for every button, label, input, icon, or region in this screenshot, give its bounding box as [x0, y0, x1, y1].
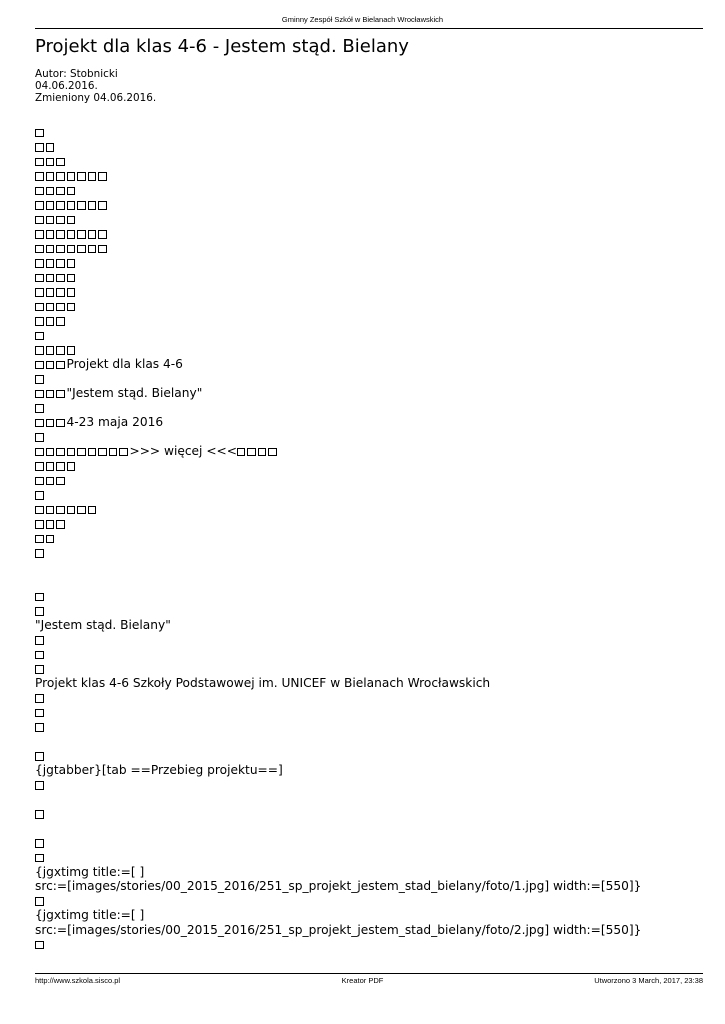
missing-glyph-box — [35, 172, 44, 181]
missing-glyph-box — [88, 245, 97, 254]
missing-glyph-box — [88, 448, 97, 457]
missing-glyph-box — [46, 259, 55, 268]
missing-glyph-box — [56, 462, 65, 471]
body-line — [35, 720, 715, 735]
missing-glyph-box — [35, 129, 44, 138]
missing-glyph-box — [35, 187, 44, 196]
missing-glyph-box — [35, 158, 44, 167]
body-line — [35, 270, 715, 285]
missing-glyph-box — [35, 390, 44, 399]
body-line — [35, 459, 715, 474]
body-line — [35, 517, 715, 532]
missing-glyph-box — [67, 448, 76, 457]
article-title: Projekt dla klas 4-6 - Jestem stąd. Bielany — [35, 36, 409, 57]
missing-glyph-box — [46, 158, 55, 167]
body-line — [35, 604, 715, 619]
missing-glyph-box — [35, 303, 44, 312]
footer-generator: Kreator PDF — [341, 976, 384, 985]
body-line — [35, 183, 715, 198]
article-meta — [35, 68, 156, 104]
missing-glyph-box — [88, 201, 97, 210]
missing-glyph-box — [46, 346, 55, 355]
missing-glyph-box — [46, 506, 55, 515]
missing-glyph-box — [46, 230, 55, 239]
blank-line — [35, 821, 715, 836]
body-line — [35, 401, 715, 416]
missing-glyph-box — [67, 172, 76, 181]
body-line — [35, 212, 715, 227]
missing-glyph-box — [98, 201, 107, 210]
missing-glyph-box — [35, 665, 44, 674]
missing-glyph-box — [46, 201, 55, 210]
missing-glyph-box — [98, 230, 107, 239]
body-line — [35, 676, 715, 691]
body-line — [35, 285, 715, 300]
body-line — [35, 633, 715, 648]
blank-line — [35, 734, 715, 749]
article-author: Autor: Stobnicki — [35, 68, 118, 80]
body-line — [35, 299, 715, 314]
missing-glyph-box — [56, 187, 65, 196]
missing-glyph-box — [109, 448, 118, 457]
body-line — [35, 241, 715, 256]
missing-glyph-box — [35, 694, 44, 703]
body-text: "Jestem stąd. Bielany" — [66, 386, 203, 400]
body-line — [35, 763, 715, 778]
missing-glyph-box — [46, 216, 55, 225]
missing-glyph-box — [67, 346, 76, 355]
body-line — [35, 618, 715, 633]
body-line — [35, 125, 715, 140]
missing-glyph-box — [46, 520, 55, 529]
body-text: "Jestem stąd. Bielany" — [35, 618, 171, 632]
body-line — [35, 691, 715, 706]
body-line — [35, 328, 715, 343]
missing-glyph-box — [67, 462, 76, 471]
missing-glyph-box — [56, 506, 65, 515]
body-text: {jgtabber}[tab ==Przebieg projektu==] — [35, 763, 283, 777]
missing-glyph-box — [35, 230, 44, 239]
missing-glyph-box — [35, 897, 44, 906]
missing-glyph-box — [46, 288, 55, 297]
missing-glyph-box — [35, 361, 44, 370]
missing-glyph-box — [35, 709, 44, 718]
missing-glyph-box — [268, 448, 277, 457]
missing-glyph-box — [35, 651, 44, 660]
blank-line — [35, 575, 715, 590]
missing-glyph-box — [35, 462, 44, 471]
body-line — [35, 372, 715, 387]
missing-glyph-box — [46, 187, 55, 196]
body-line — [35, 227, 715, 242]
missing-glyph-box — [88, 172, 97, 181]
body-line — [35, 531, 715, 546]
missing-glyph-box — [46, 317, 55, 326]
article-body — [35, 125, 715, 952]
missing-glyph-box — [46, 274, 55, 283]
missing-glyph-box — [67, 245, 76, 254]
body-text: Projekt dla klas 4-6 — [66, 357, 183, 371]
missing-glyph-box — [46, 303, 55, 312]
missing-glyph-box — [35, 317, 44, 326]
missing-glyph-box — [56, 448, 65, 457]
missing-glyph-box — [46, 143, 55, 152]
site-name: Gminny Zespół Szkół w Bielanach Wrocławskich — [281, 15, 444, 24]
missing-glyph-box — [56, 303, 65, 312]
missing-glyph-box — [67, 201, 76, 210]
missing-glyph-box — [35, 332, 44, 341]
missing-glyph-box — [35, 143, 44, 152]
body-line — [35, 473, 715, 488]
missing-glyph-box — [77, 245, 86, 254]
blank-line — [35, 560, 715, 575]
missing-glyph-box — [35, 274, 44, 283]
missing-glyph-box — [46, 390, 55, 399]
missing-glyph-box — [56, 230, 65, 239]
missing-glyph-box — [56, 346, 65, 355]
body-line — [35, 198, 715, 213]
missing-glyph-box — [46, 172, 55, 181]
missing-glyph-box — [258, 448, 267, 457]
missing-glyph-box — [35, 216, 44, 225]
missing-glyph-box — [46, 245, 55, 254]
body-line — [35, 430, 715, 445]
body-text: src:=[images/stories/00_2015_2016/251_sp_projekt_jestem_stad_bielany/foto/1.jpg] width:=[550]} — [35, 879, 642, 893]
missing-glyph-box — [77, 172, 86, 181]
missing-glyph-box — [67, 303, 76, 312]
body-text: {jgxtimg title:=[ ] — [35, 908, 145, 922]
body-line — [35, 169, 715, 184]
missing-glyph-box — [35, 506, 44, 515]
body-line — [35, 778, 715, 793]
body-line — [35, 546, 715, 561]
missing-glyph-box — [56, 216, 65, 225]
missing-glyph-box — [35, 636, 44, 645]
missing-glyph-box — [35, 346, 44, 355]
footer-created: Utworzono 3 March, 2017, 23:38 — [594, 976, 703, 985]
missing-glyph-box — [56, 390, 65, 399]
missing-glyph-box — [46, 419, 55, 428]
body-text: 4-23 maja 2016 — [66, 415, 164, 429]
missing-glyph-box — [56, 274, 65, 283]
body-text: >>> więcej <<< — [129, 444, 237, 458]
missing-glyph-box — [35, 607, 44, 616]
missing-glyph-box — [56, 317, 65, 326]
missing-glyph-box — [77, 230, 86, 239]
body-line — [35, 850, 715, 865]
body-line — [35, 705, 715, 720]
missing-glyph-box — [46, 462, 55, 471]
missing-glyph-box — [77, 201, 86, 210]
body-line — [35, 502, 715, 517]
missing-glyph-box — [56, 520, 65, 529]
missing-glyph-box — [35, 535, 44, 544]
body-text: {jgxtimg title:=[ ] — [35, 864, 145, 879]
missing-glyph-box — [56, 477, 65, 486]
body-line — [35, 908, 715, 923]
missing-glyph-box — [119, 448, 128, 457]
body-line — [35, 357, 715, 372]
missing-glyph-box — [35, 433, 44, 442]
body-line — [35, 647, 715, 662]
body-line — [35, 879, 715, 894]
body-line — [35, 807, 715, 822]
body-line — [35, 314, 715, 329]
missing-glyph-box — [35, 520, 44, 529]
missing-glyph-box — [67, 230, 76, 239]
body-line — [35, 894, 715, 909]
missing-glyph-box — [35, 549, 44, 558]
body-line — [35, 154, 715, 169]
missing-glyph-box — [35, 375, 44, 384]
body-line — [35, 256, 715, 271]
missing-glyph-box — [35, 854, 44, 863]
missing-glyph-box — [35, 593, 44, 602]
missing-glyph-box — [35, 491, 44, 500]
missing-glyph-box — [98, 172, 107, 181]
missing-glyph-box — [35, 245, 44, 254]
missing-glyph-box — [56, 361, 65, 370]
missing-glyph-box — [56, 245, 65, 254]
missing-glyph-box — [46, 477, 55, 486]
body-line — [35, 444, 715, 459]
missing-glyph-box — [46, 448, 55, 457]
missing-glyph-box — [35, 404, 44, 413]
missing-glyph-box — [35, 752, 44, 761]
missing-glyph-box — [67, 288, 76, 297]
missing-glyph-box — [35, 723, 44, 732]
missing-glyph-box — [77, 506, 86, 515]
missing-glyph-box — [35, 810, 44, 819]
header-divider — [35, 28, 703, 29]
body-line — [35, 662, 715, 677]
missing-glyph-box — [67, 274, 76, 283]
body-line — [35, 865, 715, 880]
missing-glyph-box — [35, 419, 44, 428]
blank-line — [35, 792, 715, 807]
missing-glyph-box — [56, 419, 65, 428]
missing-glyph-box — [35, 288, 44, 297]
missing-glyph-box — [67, 506, 76, 515]
missing-glyph-box — [56, 172, 65, 181]
document-header — [0, 15, 725, 24]
missing-glyph-box — [247, 448, 256, 457]
footer-url: http://www.szkola.sisco.pl — [35, 976, 121, 985]
body-line — [35, 488, 715, 503]
missing-glyph-box — [35, 259, 44, 268]
missing-glyph-box — [88, 230, 97, 239]
missing-glyph-box — [35, 839, 44, 848]
missing-glyph-box — [77, 448, 86, 457]
body-line — [35, 386, 715, 401]
body-line — [35, 140, 715, 155]
missing-glyph-box — [98, 245, 107, 254]
body-line — [35, 343, 715, 358]
missing-glyph-box — [35, 448, 44, 457]
body-text: Projekt klas 4-6 Szkoły Podstawowej im. UNICEF w Bielanach Wrocławskich — [35, 676, 491, 690]
body-text: src:=[images/stories/00_2015_2016/251_sp_projekt_jestem_stad_bielany/foto/2.jpg] width:=[550]} — [35, 922, 642, 937]
missing-glyph-box — [46, 535, 55, 544]
missing-glyph-box — [35, 201, 44, 210]
missing-glyph-box — [67, 187, 76, 196]
missing-glyph-box — [88, 506, 97, 515]
missing-glyph-box — [35, 477, 44, 486]
body-line — [35, 937, 715, 952]
missing-glyph-box — [56, 288, 65, 297]
body-line — [35, 836, 715, 851]
missing-glyph-box — [56, 201, 65, 210]
article-modified: Zmieniony 04.06.2016. — [35, 92, 157, 104]
missing-glyph-box — [35, 781, 44, 790]
missing-glyph-box — [56, 259, 65, 268]
footer-divider — [35, 973, 703, 974]
article-date: 04.06.2016. — [35, 80, 98, 92]
body-line — [35, 749, 715, 764]
body-line — [35, 923, 715, 938]
missing-glyph-box — [67, 259, 76, 268]
missing-glyph-box — [35, 941, 44, 950]
body-line — [35, 589, 715, 604]
missing-glyph-box — [237, 448, 246, 457]
missing-glyph-box — [67, 216, 76, 225]
missing-glyph-box — [46, 361, 55, 370]
body-line — [35, 415, 715, 430]
missing-glyph-box — [98, 448, 107, 457]
missing-glyph-box — [56, 158, 65, 167]
